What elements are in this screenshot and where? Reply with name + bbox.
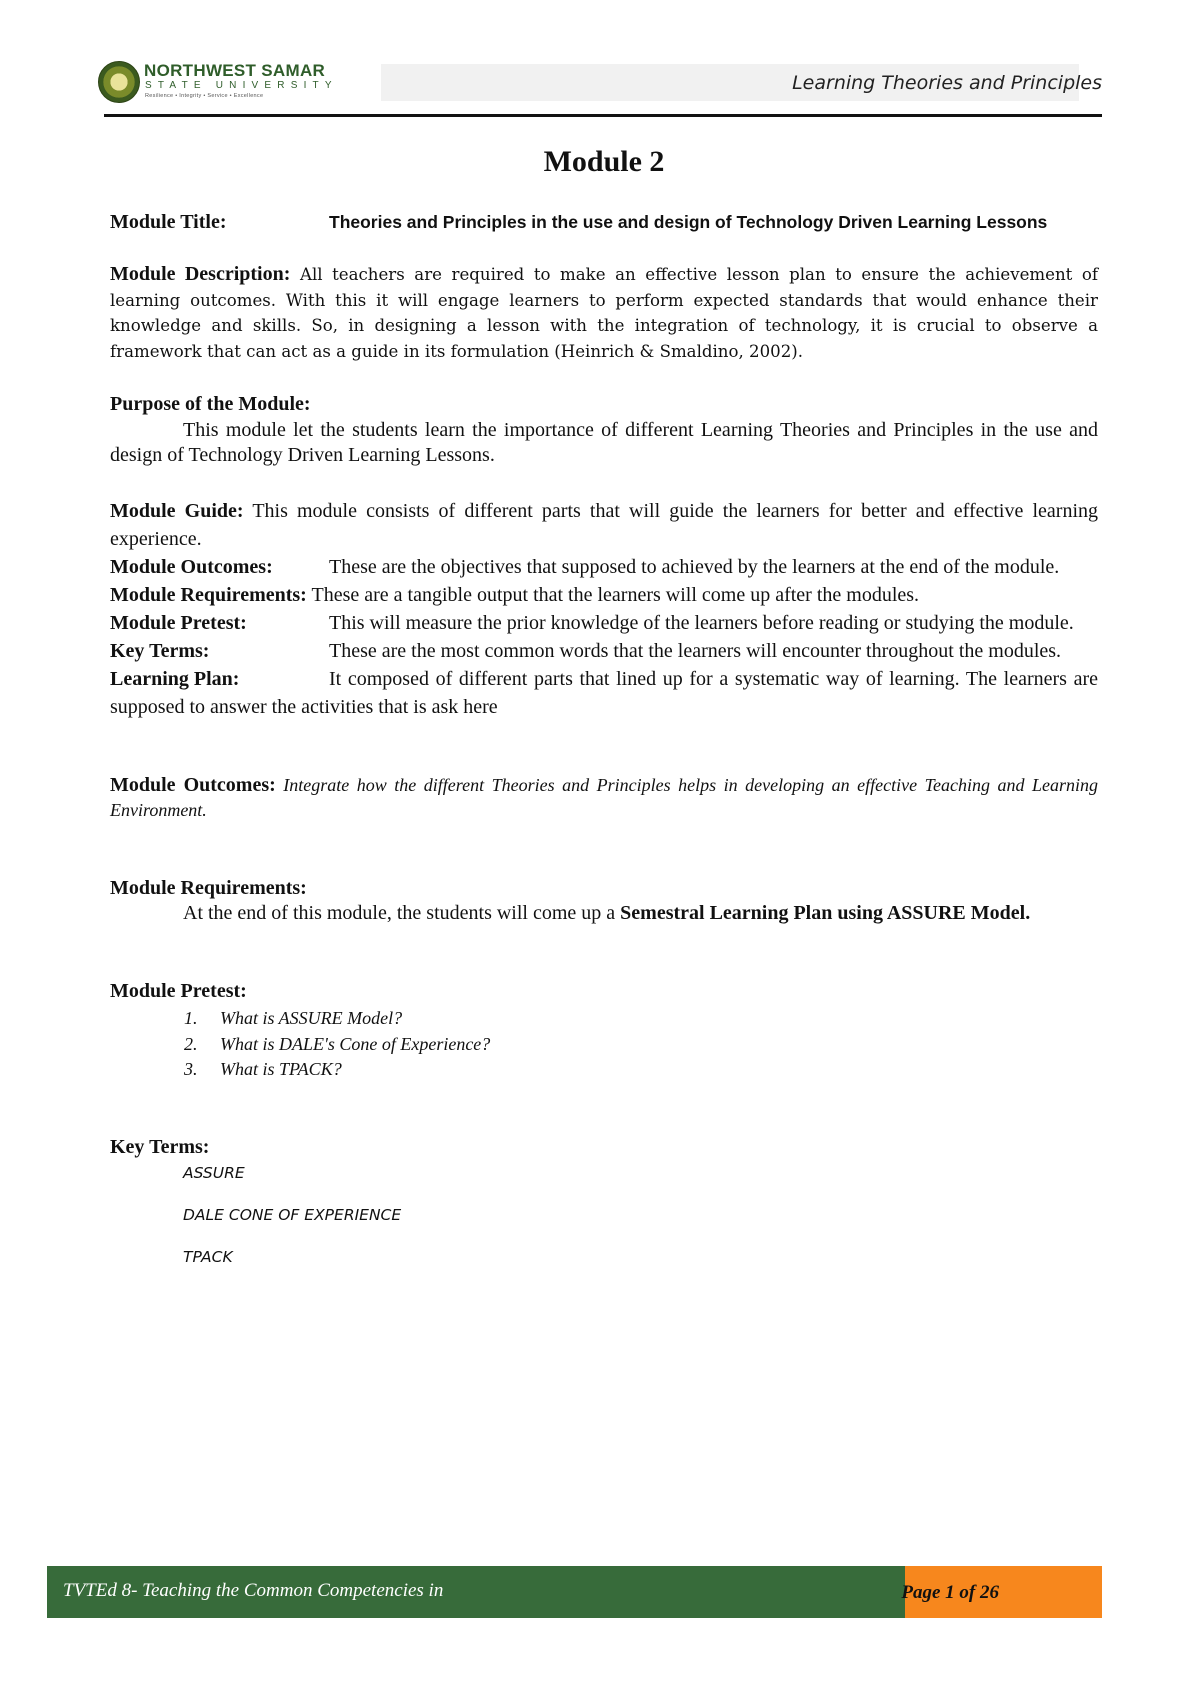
key-term: DALE CONE OF EXPERIENCE	[183, 1206, 402, 1224]
university-seal-icon	[98, 61, 140, 103]
module-pretest-label	[110, 979, 1098, 1005]
guide-item-module-guide	[110, 497, 1098, 553]
module-description-label: Module Description:	[110, 263, 291, 285]
list-item-number: 3.	[184, 1059, 198, 1079]
module-guide-list	[110, 497, 1098, 721]
guide-item-label: Module Outcomes:	[110, 555, 273, 578]
module-title-value: Theories and Principles in the use and design of Technology Driven Learning Lessons	[329, 212, 1048, 232]
guide-item-module-pretest	[110, 609, 1098, 637]
guide-item-key-terms	[110, 637, 1098, 665]
module-description	[110, 262, 1098, 364]
document-body	[110, 145, 1098, 1288]
list-item-text: What is DALE's Cone of Experience?	[220, 1033, 491, 1054]
guide-item-module-outcomes	[110, 553, 1098, 581]
guide-item-text: These are the most common words that the learners will encounter throughout the modules.	[329, 639, 1062, 662]
purpose-text: This module let the students learn the importance of different Learning Theories and Principles in the use and design of Technology Driven Learning Lessons.	[110, 418, 1098, 466]
guide-item-label: Module Guide:	[110, 499, 244, 522]
list-item-number: 2.	[184, 1033, 198, 1054]
page-footer	[47, 1566, 1102, 1618]
guide-item-text: These are a tangible output that the learners will come up after the modules.	[306, 583, 920, 606]
list-item	[184, 1057, 1098, 1083]
key-term: ASSURE	[183, 1164, 245, 1182]
guide-item-text: This will measure the prior knowledge of the learners before reading or studying the module.	[329, 611, 1074, 634]
list-item-text: What is TPACK?	[220, 1059, 342, 1079]
key-term: TPACK	[183, 1248, 233, 1266]
module-requirements-label	[110, 876, 1098, 902]
module-pretest-label-text: Module Pretest:	[110, 979, 247, 1002]
module-outcomes-section	[110, 773, 1098, 824]
module-requirements-body: At the end of this module, the students will come up a	[183, 902, 621, 924]
guide-item-label: Key Terms:	[110, 639, 210, 662]
university-name: NORTHWEST SAMAR	[144, 61, 326, 80]
module-requirements-text	[110, 901, 1098, 927]
university-motto: Resilience • Integrity • Service • Excellence	[145, 93, 264, 99]
guide-item-label: Learning Plan:	[110, 667, 240, 690]
guide-item-text: These are the objectives that supposed to achieved by the learners at the end of the module.	[329, 555, 1060, 578]
module-requirements-emphasis: Semestral Learning Plan using ASSURE Model.	[620, 902, 1031, 924]
pretest-question-list	[110, 1006, 1098, 1083]
list-item	[184, 1032, 1098, 1058]
list-item-text: What is ASSURE Model?	[220, 1008, 403, 1028]
footer-course-name: TVTEd 8- Teaching the Common Competencies in	[63, 1580, 444, 1601]
list-item-number: 1.	[184, 1008, 198, 1028]
module-heading: Module 2	[543, 145, 665, 178]
header-divider	[104, 114, 1102, 117]
purpose-label-text: Purpose of the Module:	[110, 393, 311, 415]
key-terms-label-text: Key Terms:	[110, 1135, 210, 1158]
module-outcomes-text: Integrate how the different Theories and Principles helps in developing an effective Teaching and Learning Environment.	[110, 774, 1098, 820]
purpose-label	[110, 392, 1098, 418]
guide-item-label: Module Pretest:	[110, 611, 247, 634]
guide-item-module-requirements	[110, 581, 1098, 609]
page-number: Page 1 of 26	[901, 1582, 999, 1603]
guide-item-text: It composed of different parts that lined up for a systematic way of learning. The learners are supposed to answer the activities that is ask here	[110, 667, 1098, 718]
module-requirements-label-text: Module Requirements:	[110, 876, 307, 899]
module-description-text: All teachers are required to make an effective lesson plan to ensure the achievement of learning outcomes. With this it will engage learners to perform expected standards that would enhance their knowledge and skills. So, in designing a lesson with the integration of technology, it is crucial to observe a framework that can act as a guide in its formulation (Heinrich & Smaldino, 2002).	[110, 265, 1098, 361]
header-course-title: Learning Theories and Principles	[792, 72, 1102, 94]
guide-item-label: Module Requirements:	[110, 583, 307, 606]
key-terms-list	[183, 1162, 1098, 1288]
module-title-label: Module Title:	[110, 211, 227, 233]
key-terms-label	[110, 1135, 1098, 1161]
guide-item-learning-plan	[110, 665, 1098, 721]
module-outcomes-label: Module Outcomes:	[110, 773, 276, 796]
university-logo	[98, 60, 338, 104]
university-subtitle: STATE UNIVERSITY	[145, 80, 338, 91]
list-item	[184, 1006, 1098, 1032]
module-title-row	[110, 211, 1098, 234]
guide-item-text: This module consists of different parts that will guide the learners for better and effective learning experience.	[110, 499, 1099, 550]
